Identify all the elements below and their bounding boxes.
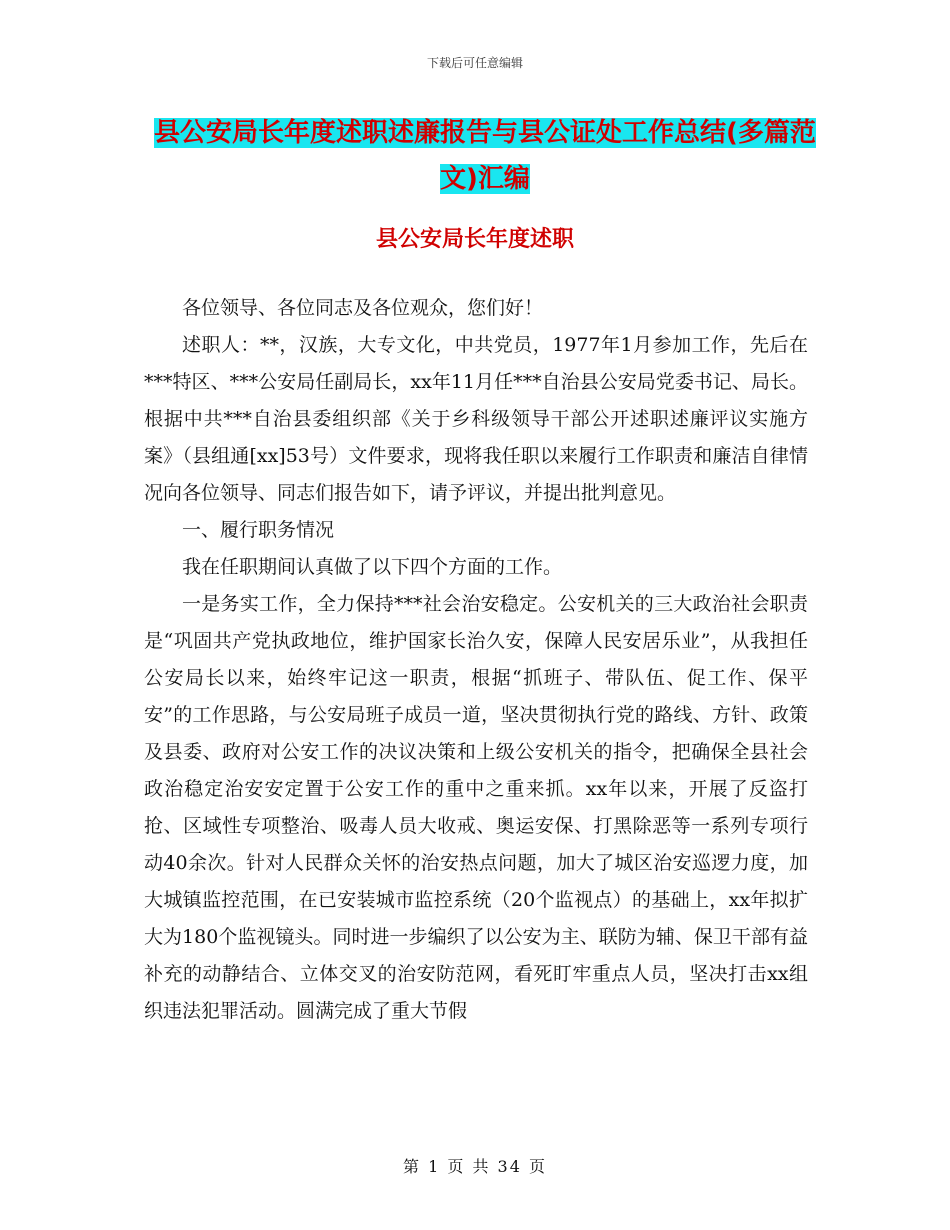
paragraph-greeting: 各位领导、各位同志及各位观众，您们好！ (182, 297, 544, 319)
paragraph-heading-duties: 一、履行职务情况 (182, 519, 335, 541)
header-note: 下载后可任意编辑 (426, 56, 523, 70)
document-title (140, 110, 830, 202)
paragraph-point-one: 一是务实工作，全力保持***社会治安稳定。公安机关的三大政治社会职责是“巩固共产党执政地位，维护国家长治久安，保障人民安居乐业”，从我担任公安局长以来，始终牢记这一职责，根据“抓班子、带队伍、促工作、保平安”的工作思路，与公安局班子成员一道，坚决贯彻执行党的路线、方针、政策及县委、政府对公安工作的决议决策和上级公安机关的指令，把确保全县社会政治稳定治安安定置于公安工作的重中之重来抓。xx年以来，开展了反盗打抢、区域性专项整治、吸毒人员大收戒、奥运安保、打黑除恶等一系列专项行动40余次。针对人民群众关怀的治安热点问题，加大了城区治安巡逻力度，加大城镇监控范围，在已安装城市监控系统（20个监视点）的基础上，xx年拟扩大为180个监视镜头。同时进一步编织了以公安为主、联防为辅、保卫干部有益补充的动静结合、立体交叉的治安防范网，看死盯牢重点人员，坚决打击xx组织违法犯罪活动。圆满完成了重大节假 (144, 593, 808, 1022)
page-footer: 第 1 页 共 34 页 (403, 1157, 547, 1176)
document-title-text: 县公安局长年度述职述廉报告与县公证处工作总结(多篇范文)汇编 (154, 118, 816, 194)
body-text (144, 290, 808, 1030)
paragraph-summary: 我在任职期间认真做了以下四个方面的工作。 (182, 556, 563, 578)
paragraph-intro: 述职人：**，汉族，大专文化，中共党员，1977年1月参加工作，先后在***特区、***公安局任副局长，xx年11月任***自治县公安局党委书记、局长。根据中共***自治县委组织部《关于乡科级领导干部公开述职述廉评议实施方案》（县组通[xx]53号）文件要求，现将我任职以来履行工作职责和廉洁自律情况向各位领导、同志们报告如下，请予评议，并提出批判意见。 (144, 334, 808, 504)
section-heading: 县公安局长年度述职 (375, 227, 574, 252)
